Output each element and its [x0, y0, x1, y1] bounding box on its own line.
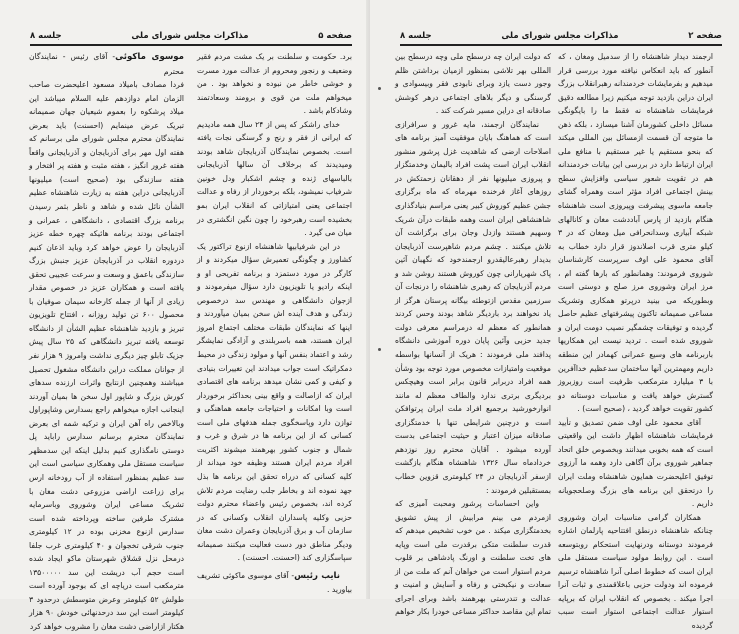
paragraph: همکاران گرامی مناسبات ایران وشوروی چنانکه شاهنشاه درنطق افتتاحیه پارلمان اشاره فرمودند دوستانه ودرنهایت استحکام روبتوسعه است . این روابط مولود سیاست مستقل ملی ایران است که خطوط اصلی آنرا شاهنشاه ترسیم فرموده اند ودولت حزبی باعلاقمندی و ثبات آنرا اجرا میکند . بخصوص که انقلاب ایران که برپایه استوار عدالت اجتماعی استوار است سبب گردیده — [558, 512, 713, 630]
page-number: صفحه ۲ — [688, 31, 722, 41]
session-number: جلسه ۸ — [400, 31, 432, 41]
left-page — [0, 0, 370, 631]
paragraph: در این شرفیابیها شاهنشاه ازنوع تراکتور یک کشاورز و چگونگی تعمیرش سؤال میکردند و از کارگر در مورد دستمزد و برنامه تفریحی او و اینکه رادیو یا تلویزیون دارد سؤال میفرمودند و ازجوان دانشگاهی و مهندس سد درخصوص زندگی و هدف آینده اش سخن بمیان میآوردند و اینها که نمایندگان طبقات مختلف اجتماع امروز ایران هستند، همه باسربلندی و آزادگی نمایشگر رشد و اعتماد بنفس آنها و مولود زندگی در محیط دمکراتیک است جواب میدادند این تغییرات بنیادی و کیفی و کمی نشان میدهد برنامه های اقتصادی ایران که ازاصالت و واقع بینی بحداکثر برخوردار است وبا امکانات و احتیاجات جامعه هماهنگی و توازن دارد وپاسخگوی جمله هدفهای ملی است کسانی که از این برنامه ها در شرق و غرب و شمال و جنوب کشور بهرهمند میشوند اکثریت افراد مردم ایران هستند وظیفه خود میداند از کلیه کسانی که درراه تحقق این برنامه ها بذل جهد نموده اند و بخاطر جلب رضایت مردم تلاش کرده اند، بخصوص رئیس واعضاء محترم دولت حزبی وکلیه پاسداران انقلاب وکسانی که در سازمان آب و برق آذربایجان وعمران دشت مغان ودیگر مناطق دور دست فعالیت میکنند صمیمانه سپاسگزاری کند (احسنت. احسنت) . — [197, 241, 352, 563]
right-page-right-column — [558, 50, 713, 633]
scan-speck — [378, 87, 381, 90]
paragraph: ارجمند دیدار شاهنشاه را از سدمیل ومغان ، که آنطور که باید انعکاس نیافته مورد بررسی قرار میدهیم و بفرمایشات خردمندانه رهبرانقلاب بزرگ ایران دراین بازدید توجه میکنیم زیرا مطالعه دقیق فرمایشات شاهنشاه نه فقط ما را بایگونگی مسائل داخلی کشورمان آشنا میسازد ، بلکه ذهن ما متوجه آن قسمت ازمسائل بین المللی میکند که بنحو مستقیم یا غیر مستقیم با منافع ملی ایران ارتباط دارد در بررسی این بیانات خردمندانه هم در تقویت شعور سیاسی وافزایش سطح بینش اجتماعی افراد مؤثر است وهمراه گشای جامعه ماسوی پیشرفت وپیروزی است شاهنشاه هنگام بازدید از پارس آباددشت مغان و کانالهای شبکه آبیاری وسدانحرافی میل ومغان که در ۳ کیلو متری قرب اصلاندوز قرار دارد خطاب به آقای محمود علی اوف سرپرست کارشناسان شوروی فرمودند: وهمانطور که بارها گفته ام ، مرز ایران وشوروی مرز صلح و دوستی است وبطوریکه می بینید درپرتو همکاری وتشریک مساعی صمیمانه تاکنون پیشرفتهای عظیم حاصل گردیده و توفیقات چشمگیر نصیب دومت ایران و شوروی شده است . تردید نیست این همکاریها باربرنامه های وسیع عمرانی کهمادر این منطقه داریم ومهمترین آنها ساختمان سدعظیم خداآفرین با ۳ میلیارد مترمکعب ظرفیت است روزبروز گسترش خواهد یافت و مناسبات دوستانه دو کشور تقویت خواهد گردید ، (صحیح است) . — [558, 52, 713, 414]
speaker-name: موسوی ماکوئی — [115, 52, 184, 62]
paragraph: که دولت ایران چه درسطح ملی وچه درسطح بین المللی بهر تلاشی بمنظور ازمیان برداشتن ظلم وجور دست یازد وبرای نابودی فقر وبیسوادی و گرسنگی و دیگر بلاهای اجتماعی درهر کوشش صادقانه ای دراین مسیر شرکت کند . — [395, 52, 551, 116]
running-title: مذاکرات مجلس شورای ملی — [131, 31, 249, 41]
right-page-header — [400, 25, 722, 41]
left-page-left-column — [29, 50, 184, 634]
right-page — [370, 0, 739, 630]
speaker-name: نایب رئیس — [294, 570, 340, 581]
paragraph: آقای محمود علی اوف ضمن تصدیق و تأیید فرمایشات شاهنشاه اظهار داشت این واقعیتی است که همه بخوبی میدانند وبخصوص خلق اتحاد جماهیر شوروی برآن آگاهی دارد وهمه ما آرزوی توفیق اعلیحضرت همایون شاهنشاه وملت ایران را درتحقق این برنامه های بزرگ وصلحجویانه داریم . — [558, 417, 713, 509]
page-number: صفحه ۵ — [318, 31, 352, 41]
running-title: مذاکرات مجلس شورای ملی — [501, 31, 619, 41]
left-page-right-column — [197, 50, 352, 597]
speaker-text: - آقای موسوی ماکوئی تشریف بیاورید . — [197, 570, 352, 595]
left-page-header — [30, 25, 352, 41]
speaker-intro: - آقای رئیس - نمایندگان محترم — [29, 52, 184, 76]
paragraph: فردا مصادف بامیلاد مسعود اعلیحضرت صاحب الزمان امام دوازدهم علیه السلام میباشد این میلاد پرشکوه را بعموم شیعیان جهان صمیمانه تبریک عرض مینمایم (احسنت) باید بعرض نمایندگان محترم مجلس شورای ملی برسانم که هفته اول مهر برای آذربایجان و آذربایجانی واقعاً هفته غرور انگیز ، هفته مثبت و هفته پر افتخار و هفته سازندگی بود (صحیح است) میلیونها آذربایجانی دراین هفته به زیارت شاهنشاه عظیم الشأن نائل شده و شاهد و ناظر بثمر رسیدن برنامه بزرگ اقتصادی ، دانشگاهی ، عمرانی و اجتماعی بودند برنامه هائیکه چهره خطه عزیز آذربایجان را عوض خواهد کرد وباید اذعان کنیم دردوره انقلاب در آذربایجان عزیز جنبش بزرگ سازندگی باعمق و وسعت و سرعت عجیبی تحقق یافته است و همکاران عزیز در خصوص مقدار زیادی از آنها از جمله کارخانه سیمان صوفیان با محصول ۶۰۰ تن تولید روزانه ، افتتاح تلویزیون تبریز و بازدید شاهنشاه عظیم الشأن از دانشگاه توسعه یافته تبریز دانشگاهی که ۲۵ سال پیش جزیک تابلو چیز دیگری نداشت وامروز ۹ هزار نفر از جوانان مملکت دراین دانشگاه مشغول تحصیل میباشند وهمچنین ازنتایج واثرات ارزنده سدهای کورش بزرگ و شاپور اول سخن ها بمیان آوردند اینجانب اجازه میخواهم راجع بسدارس وشاپوراول وبالاخص راه آهن ایران و ترکیه شمه ای بعرض نمایندگان محترم برسانم سدارس راباید پل دوستی نامگذاری کنیم بدلیل اینکه این سدمظهر سیاست مستقل ملی وهمکاری سیاسی است این سد عظیم بمنظور استفاده از آب رودخانه ارس برای زراعت اراضی مزروعی دشت مغان با تشریک مساعی ایران وشوروی وباسرمایه مشترک طرفین ساخته وپرداخته شده است سدارس ازنوع مخزنی بوده در ۱۲ کیلومتری جنوب شرقی تخجوان و ۴۰ کیلومتری غرب جلفا درمحل نزل قشلاق شهرستان ماکو ایجاد شده است حجم آب دریشت این سد ۱۳۵۰۰۰۰۰ مترمکعب است دریاچه ای که بوجود آورده است طولش ۵۲ کیلومتر وعرض متوسطش درحدود ۳ کیلومتر است این سد درحدنهائی خودش ۹۰ هزار هکتار ازاراضی دشت مغان را مشروب خواهد کرد — [29, 80, 184, 631]
paragraph: برد. حکومت و سلطنت بر یک مشت مردم فقیر وضعیف و رنجور ومحروم از عدالت مورد مسرت و خوشی خاطر من نبوده و نخواهد بود . من میخواهم ملت من قوی و برومند وسعادتمند وشادکام باشد . — [197, 52, 352, 116]
header-rule — [400, 44, 722, 46]
session-number: جلسه ۸ — [30, 31, 62, 41]
paragraph: خدای راشکر که پس از ۲۴ سال همه مادیدیم که ایرانی از فقر و رنج و گرسنگی نجات یافته است. بخصوص نمایندگان آذربایجان شاهد بودند ومیدیدند که برخلاف آن سالها آذربایجانی بالباسهای ژنده و چشم اشکبار ودل خونین شرفیاب نمیشود، بلکه برخوردار از رفاه و عدالت اجتماعی یعنی امتیازاتی که انقلاب ایران بمو بخشیده است رهبرخود را چون نگین انگشتری در میان می گیرد . — [197, 119, 352, 238]
scan-speck — [378, 348, 381, 351]
header-rule — [30, 44, 352, 46]
right-page-left-column — [395, 50, 551, 619]
paragraph: واین احساسات پرشور ومحبت آمیزی که ازمردم می بینم مرابیش از پیش تشویق بخدمتگزاری میکند . من خوب تشخیص میدهم که قدرت سلطنت متکی برقدرت ملی است وپایه های تخت سلطنت و اورنگ پادشاهی بر قلوب مردم استوار است من خواهان آنم که ملت من از سعادت و نیکبختی و رفاه و آسایش و امنیت و عدالت و تندرستی بهرهمند باشد وبرای اجرای تمام این مقاصد حداکثر مساعی خودرا بکار خواهم — [395, 499, 551, 617]
paragraph: نمایندگان ارجمند، مایه غرور و سرافرازی است که هماهنگ بایان موفقیت آمیز برنامه های اصلاحات ارضی که شاهدیت غزل پرشور منشور انقلاب ایران است پشت افراد بالیمان وخدمتگزار و پیروزی میلیونها نفر از دهقانان زحمتکش در روزهای آغاز فرخنده مهرماه که ماه برگزاری جشن عظیم کوروش کبیر یعنی مراسم بنیادگذاری شاهنشاهی ایران است وهمه طبقات درآن شریک وسهیم هستند وازدل وجان برای برگزاشت آن تلاش میکنند . چشم مردم شاهپرست آذربایجان بدیدار رهبرعالیقدرو ارجمندخود که نگهبان آئین پاک شهریارانی چون کوروش هستند روشن شد و مردم آذربایجان که رهبری شاهنشاه را درنجات آن سرزمین مقدس ازتوطئه بیگانه پرستان هرگز از یاد نخواهند برد باردیگر شاهد بودند وحس کردند همانطور که معظم له درمراسم معرفی دولت جدید حزبی وآئین پایان دوره آموزشی دانشگاه پدافند ملی فرمودند : هریک از آنسانها بواسطه موقعیت وامتیازات مخصوص مورد توجه بود وشأن همه افراد دربرابر قانون برابر است وهیچکس بردیگری برتری ندارد والطاف معظم له مانند انوارخورشید برجمیع افراد ملت ایران پرتوافکن است و درچنین شرایطی تنها با خدمتگزاری صادقانه میزان اعتبار و حیثیت اجتماعی بدست آورده میشود . آقایان محترم روز نوزدهم خردادماه سال ۱۳۲۶ شاهنشاه هنگام بازگشت ازسفر آذربایجان در ۲۴ کیلومتری قزوین خطاب بمستقبلین فرمودند : — [395, 119, 552, 495]
